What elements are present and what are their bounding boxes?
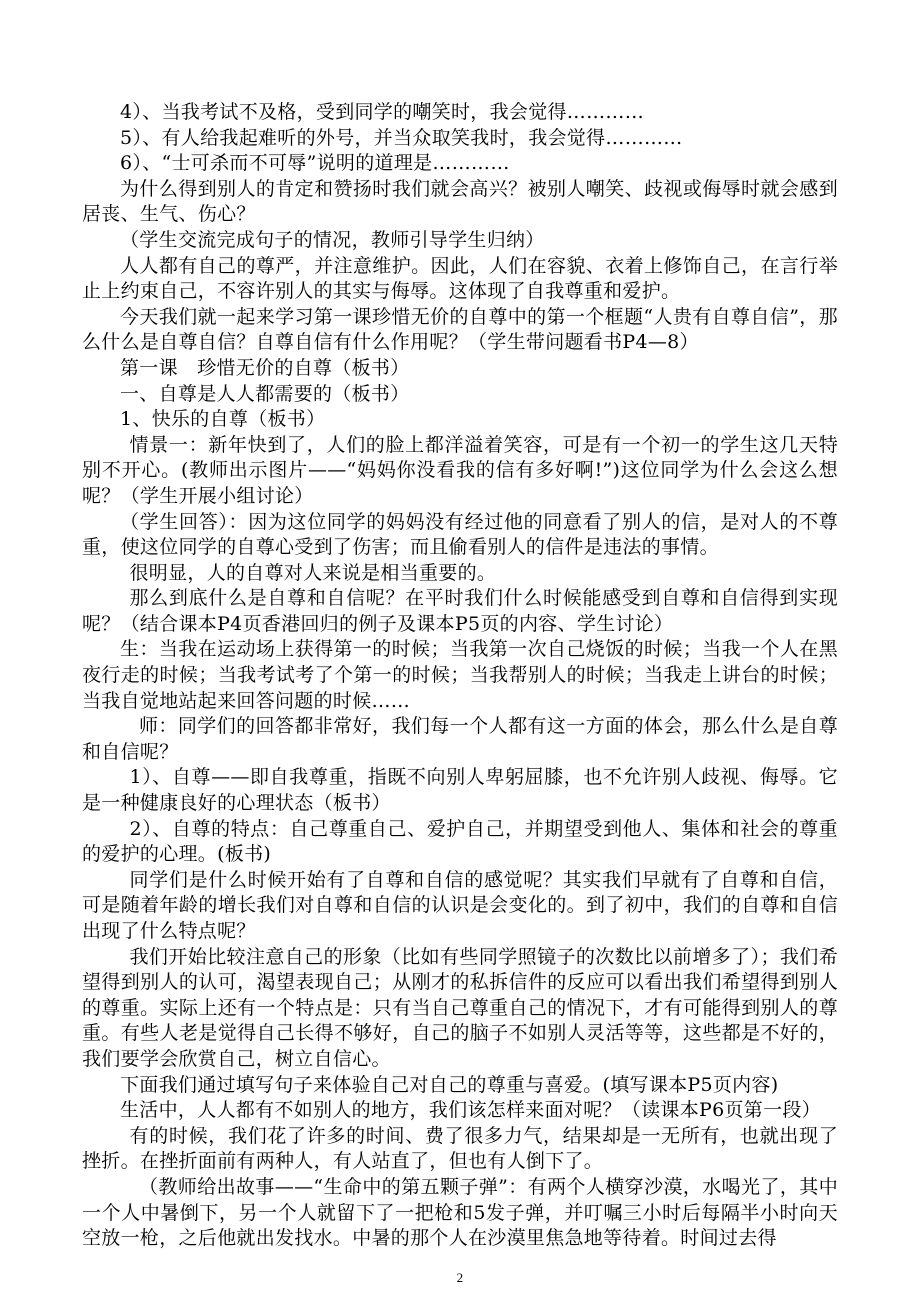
page-number: 2 xyxy=(456,1270,464,1285)
paragraph: 下面我们通过填写句子来体验自己对自己的尊重与喜爱。(填写课本P5页内容) xyxy=(120,1073,779,1096)
paragraph: （教师给出故事——“生命中的第五颗子弹”：有两个人横穿沙漠，水喝光了，其中一个人中暑倒下，另一个人就留下了一把枪和5发子弹，并叮嘱三小时后每隔半小时向天空放一枪，之后他就出发找水。中暑的那个人在沙漠里焦急地等待着。时间过去得 xyxy=(82,1175,838,1250)
paragraph: 今天我们就一起来学习第一课珍惜无价的自尊中的第一个框题“人贵有自尊自信”，那么什么是自尊自信？自尊自信有什么作用呢？（学生带问题看书P4—8） xyxy=(82,305,838,354)
paragraph: （学生回答）：因为这位同学的妈妈没有经过他的同意看了别人的信，是对人的不尊重，使这位同学的自尊心受到了伤害；而且偷看别人的信件是违法的事情。 xyxy=(82,510,838,559)
paragraph: 一、自尊是人人都需要的（板书） xyxy=(120,382,410,405)
paragraph: 4）、当我考试不及格，受到同学的嘲笑时，我会觉得………… xyxy=(120,101,644,123)
document-body xyxy=(82,100,838,1252)
paragraph: 1、快乐的自尊（板书） xyxy=(120,408,326,431)
paragraph: 为什么得到别人的肯定和赞扬时我们就会高兴？被别人嘲笑、歧视或侮辱时就会感到居丧、生气、伤心？ xyxy=(82,177,838,226)
paragraph: 1）、自尊——即自我尊重，指既不向别人卑躬屈膝，也不允许别人歧视、侮辱。它是一种健康良好的心理状态（板书） xyxy=(82,766,838,815)
paragraph: （学生交流完成句子的情况，教师引导学生归纳） xyxy=(120,228,545,251)
paragraph: 第一课 珍惜无价的自尊（板书） xyxy=(120,356,410,379)
paragraph: 2）、自尊的特点：自己尊重自己、爱护自己，并期望受到他人、集体和社会的尊重的爱护的心理。(板书) xyxy=(82,817,838,866)
paragraph: 同学们是什么时候开始有了自尊和自信的感觉呢？其实我们早就有了自尊和自信，可是随着年龄的增长我们对自尊和自信的认识是会变化的。到了初中，我们的自尊和自信出现了什么特点呢？ xyxy=(82,868,838,942)
paragraph: 我们开始比较注意自己的形象（比如有些同学照镜子的次数比以前增多了）；我们希望得到别人的认可，渴望表现自己；从刚才的私拆信件的反应可以看出我们希望得到别人的尊重。实际上还有一个特点是：只有当自己尊重自己的情况下，才有可能得到别人的尊重。有些人老是觉得自己长得不够好，自己的脑子不如别人灵活等等，这些都是不好的，我们要学会欣赏自己，树立自信心。 xyxy=(82,945,838,1070)
paragraph: 很明显，人的自尊对人来说是相当重要的。 xyxy=(129,561,497,584)
paragraph: 情景一：新年快到了，人们的脸上都洋溢着笑容，可是有一个初一的学生这几天特别不开心。(教师出示图片——“妈妈你没看我的信有多好啊!”)这位同学为什么会这么想呢？（学生开展小组讨论） xyxy=(82,433,838,507)
paragraph: 生：当我在运动场上获得第一的时候；当我第一次自己烧饭的时候；当我一个人在黑夜行走的时候；当我考试考了个第一的时候；当我帮别人的时候；当我走上讲台的时候；当我自觉地站起来回答问题的时候…… xyxy=(82,638,838,712)
paragraph: 有的时候，我们花了许多的时间、费了很多力气，结果却是一无所有，也就出现了挫折。在挫折面前有两种人，有人站直了，但也有人倒下了。 xyxy=(82,1124,838,1173)
paragraph: 人人都有自己的尊严，并注意维护。因此，人们在容貌、衣着上修饰自己，在言行举止上约束自己，不容许别人的其实与侮辱。这体现了自我尊重和爱护。 xyxy=(82,254,838,303)
paragraph: 6）、“士可杀而不可辱”说明的道理是………… xyxy=(120,152,510,175)
paragraph: 师：同学们的回答都非常好，我们每一个人都有这一方面的体会，那么什么是自尊和自信呢？ xyxy=(82,715,838,763)
paragraph: 生活中，人人都有不如别人的地方，我们该怎样来面对呢？（读课本P6页第一段） xyxy=(120,1099,821,1122)
paragraph: 5）、有人给我起难听的外号，并当众取笑我时，我会觉得………… xyxy=(120,126,683,149)
paragraph: 那么到底什么是自尊和自信呢？在平时我们什么时候能感受到自尊和自信得到实现呢？（结合课本P4页香港回归的例子及课本P5页的内容、学生讨论） xyxy=(82,587,838,635)
